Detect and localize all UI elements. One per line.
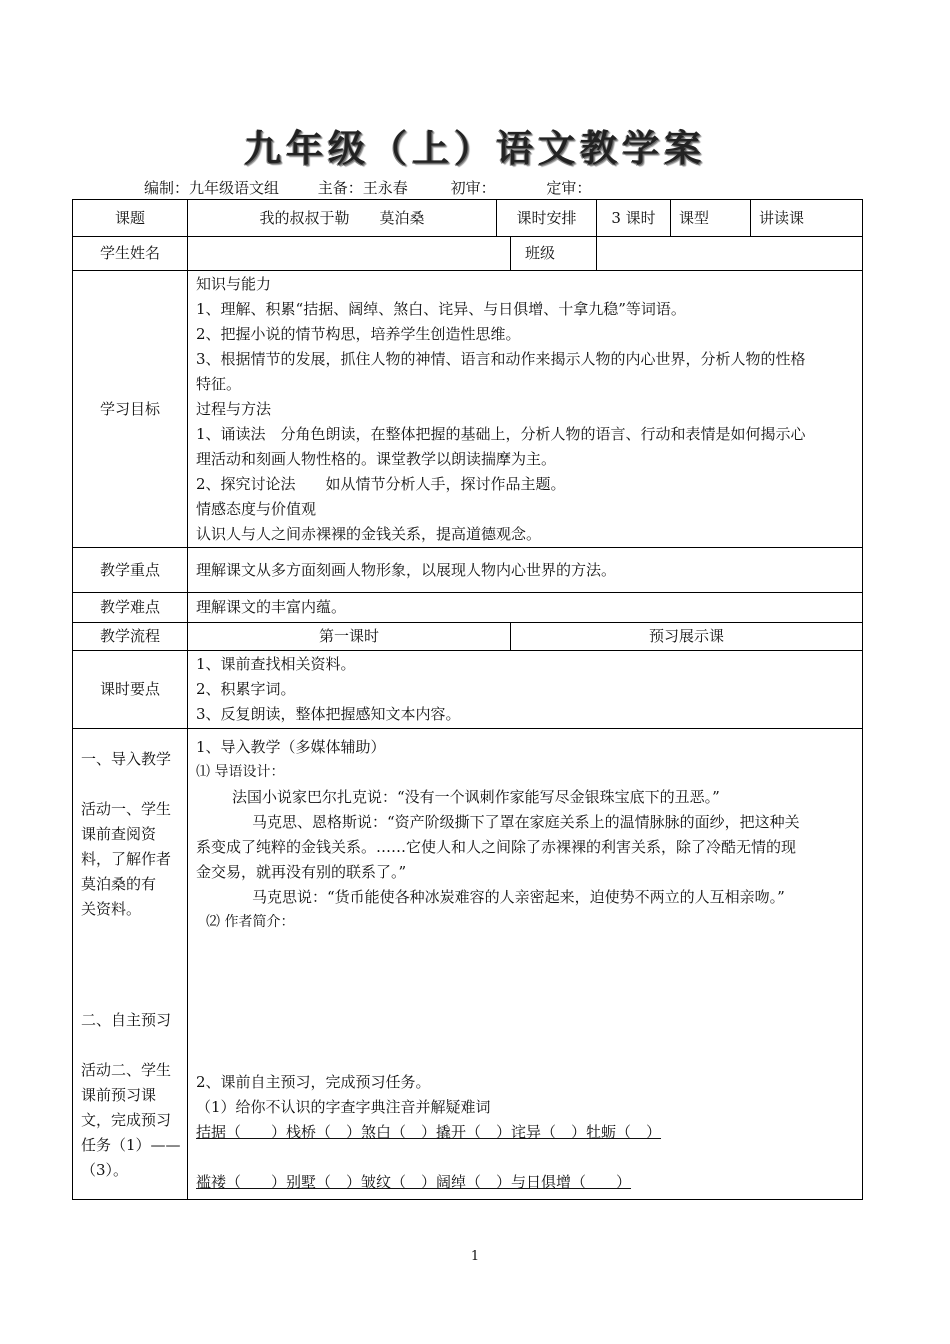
row-essentials bbox=[73, 651, 863, 729]
label-goals: 学习目标 bbox=[73, 271, 188, 548]
activities-left bbox=[73, 729, 188, 1200]
intro-heading: 1、导入教学（多媒体辅助） bbox=[196, 737, 386, 756]
label-process: 教学流程 bbox=[73, 623, 188, 651]
activity-one-line: 关资料。 bbox=[81, 899, 142, 918]
session-text: 第一课时 bbox=[188, 623, 511, 651]
essential-line: 2、积累字词。 bbox=[196, 680, 296, 698]
preview-task: 2、课前自主预习，完成预习任务。 bbox=[196, 1072, 431, 1091]
key-point-text: 理解课文从多方面刻画人物形象，以展现人物内心世界的方法。 bbox=[188, 548, 863, 593]
activity-two-line: 文，完成预习 bbox=[81, 1110, 172, 1129]
label-essentials: 课时要点 bbox=[73, 651, 188, 729]
row-goals bbox=[73, 271, 863, 548]
compiler-text: 编制：九年级语文组 bbox=[144, 179, 280, 197]
goal-line: 2、把握小说的情节构思，培养学生创造性思维。 bbox=[196, 325, 521, 343]
author-intro: ⑵ 作者简介： bbox=[206, 913, 295, 930]
goal-line: 过程与方法 bbox=[196, 400, 272, 418]
student-name-field[interactable] bbox=[188, 237, 511, 271]
lead-in-design: ⑴ 导语设计： bbox=[196, 763, 285, 780]
goal-line: 情感态度与价值观 bbox=[196, 500, 317, 518]
goal-line: 1、诵读法 分角色朗读，在整体把握的基础上，分析人物的语言、行动和表情是如何揭示心 bbox=[196, 425, 806, 443]
label-difficulty: 教学难点 bbox=[73, 593, 188, 623]
activity-one-line: 活动一、学生 bbox=[81, 799, 172, 818]
section-intro: 一、导入教学 bbox=[81, 749, 172, 768]
row-key-point bbox=[73, 548, 863, 593]
row-activities bbox=[73, 729, 863, 1200]
activity-two-line: 任务（1）—— bbox=[81, 1135, 181, 1154]
difficulty-text: 理解课文的丰富内蕴。 bbox=[188, 593, 863, 623]
activity-one-line: 课前查阅资 bbox=[81, 824, 157, 843]
goal-line: 特征。 bbox=[196, 375, 242, 393]
goal-line: 1、理解、积累“拮据、阔绰、煞白、诧异、与日俱增、十拿九稳”等词语。 bbox=[196, 300, 686, 318]
final-review-text: 定审： bbox=[546, 179, 592, 197]
section-preview: 二、自主预习 bbox=[81, 1010, 172, 1029]
row-difficulty bbox=[73, 593, 863, 623]
label-topic: 课题 bbox=[73, 200, 188, 237]
type-value: 讲读课 bbox=[751, 200, 863, 237]
label-schedule: 课时安排 bbox=[497, 200, 597, 237]
quote-marx-engels-end: 金交易，就再没有别的联系了。” bbox=[196, 862, 407, 881]
goal-line: 认识人与人之间赤裸裸的金钱关系，提高道德观念。 bbox=[196, 525, 542, 543]
label-type: 课型 bbox=[671, 200, 751, 237]
session-type-text: 预习展示课 bbox=[511, 623, 863, 651]
quote-balzac: 法国小说家巴尔扎克说：“没有一个讽刺作家能写尽金银珠宝底下的丑恶。” bbox=[232, 787, 720, 806]
activity-one-line: 莫泊桑的有 bbox=[81, 874, 157, 893]
activity-two-line: 课前预习课 bbox=[81, 1085, 157, 1104]
activities-right bbox=[188, 729, 863, 1200]
vocab-line-2[interactable]: 褴褛（ ）别墅（ ）皱纹（ ）阔绰（ ）与日俱增（ ） bbox=[196, 1172, 632, 1191]
activity-two-line: 活动二、学生 bbox=[81, 1060, 172, 1079]
lead-text: 主备：王永春 bbox=[317, 179, 408, 197]
quote-marx-engels-cont: 系变成了纯粹的金钱关系。……它使人和人之间除了赤裸裸的利害关系，除了冷酷无情的现 bbox=[196, 837, 797, 856]
label-student-name: 学生姓名 bbox=[73, 237, 188, 271]
schedule-value: 3 课时 bbox=[597, 200, 671, 237]
page-title: 九年级（上）语文教学案 bbox=[244, 127, 706, 170]
class-field[interactable] bbox=[597, 237, 863, 271]
activity-two-line: （3）。 bbox=[81, 1160, 129, 1179]
goal-line: 2、探究讨论法 如从情节分析人手，探讨作品主题。 bbox=[196, 475, 566, 493]
essential-line: 1、课前查找相关资料。 bbox=[196, 655, 356, 673]
label-class: 班级 bbox=[511, 237, 597, 271]
preview-subtask: （1）给你不认识的字查字典注音并解疑难词 bbox=[196, 1097, 491, 1116]
quote-marx: 马克思说：“货币能使各种冰炭难容的人亲密起来，迫使势不两立的人互相亲吻。” bbox=[252, 887, 785, 906]
page-number: 1 bbox=[470, 1249, 480, 1264]
goal-line: 3、根据情节的发展，抓住人物的神情、语言和动作来揭示人物的内心世界，分析人物的性格 bbox=[196, 350, 806, 368]
goal-line: 知识与能力 bbox=[196, 275, 272, 293]
essentials-content bbox=[188, 651, 863, 729]
vocab-line-1[interactable]: 拮据（ ）栈桥（ ）煞白（ ）撬开（ ）诧异（ ）牡蛎（ ） bbox=[196, 1122, 662, 1141]
row-student bbox=[73, 237, 863, 271]
row-process bbox=[73, 623, 863, 651]
goals-content bbox=[188, 271, 863, 548]
essential-line: 3、反复朗读，整体把握感知文本内容。 bbox=[196, 705, 461, 723]
label-key-point: 教学重点 bbox=[73, 548, 188, 593]
quote-marx-engels: 马克思、恩格斯说：“资产阶级撕下了罩在家庭关系上的温情脉脉的面纱，把这种关 bbox=[252, 812, 800, 831]
topic-value: 我的叔叔于勒 莫泊桑 bbox=[188, 200, 497, 237]
lesson-plan-table bbox=[72, 199, 863, 1200]
goal-line: 理活动和刻画人物性格的。课堂教学以朗读揣摩为主。 bbox=[196, 450, 557, 468]
first-review-text: 初审： bbox=[450, 179, 496, 197]
row-topic bbox=[73, 200, 863, 237]
meta-line bbox=[144, 177, 591, 198]
activity-one-line: 料，了解作者 bbox=[81, 849, 172, 868]
